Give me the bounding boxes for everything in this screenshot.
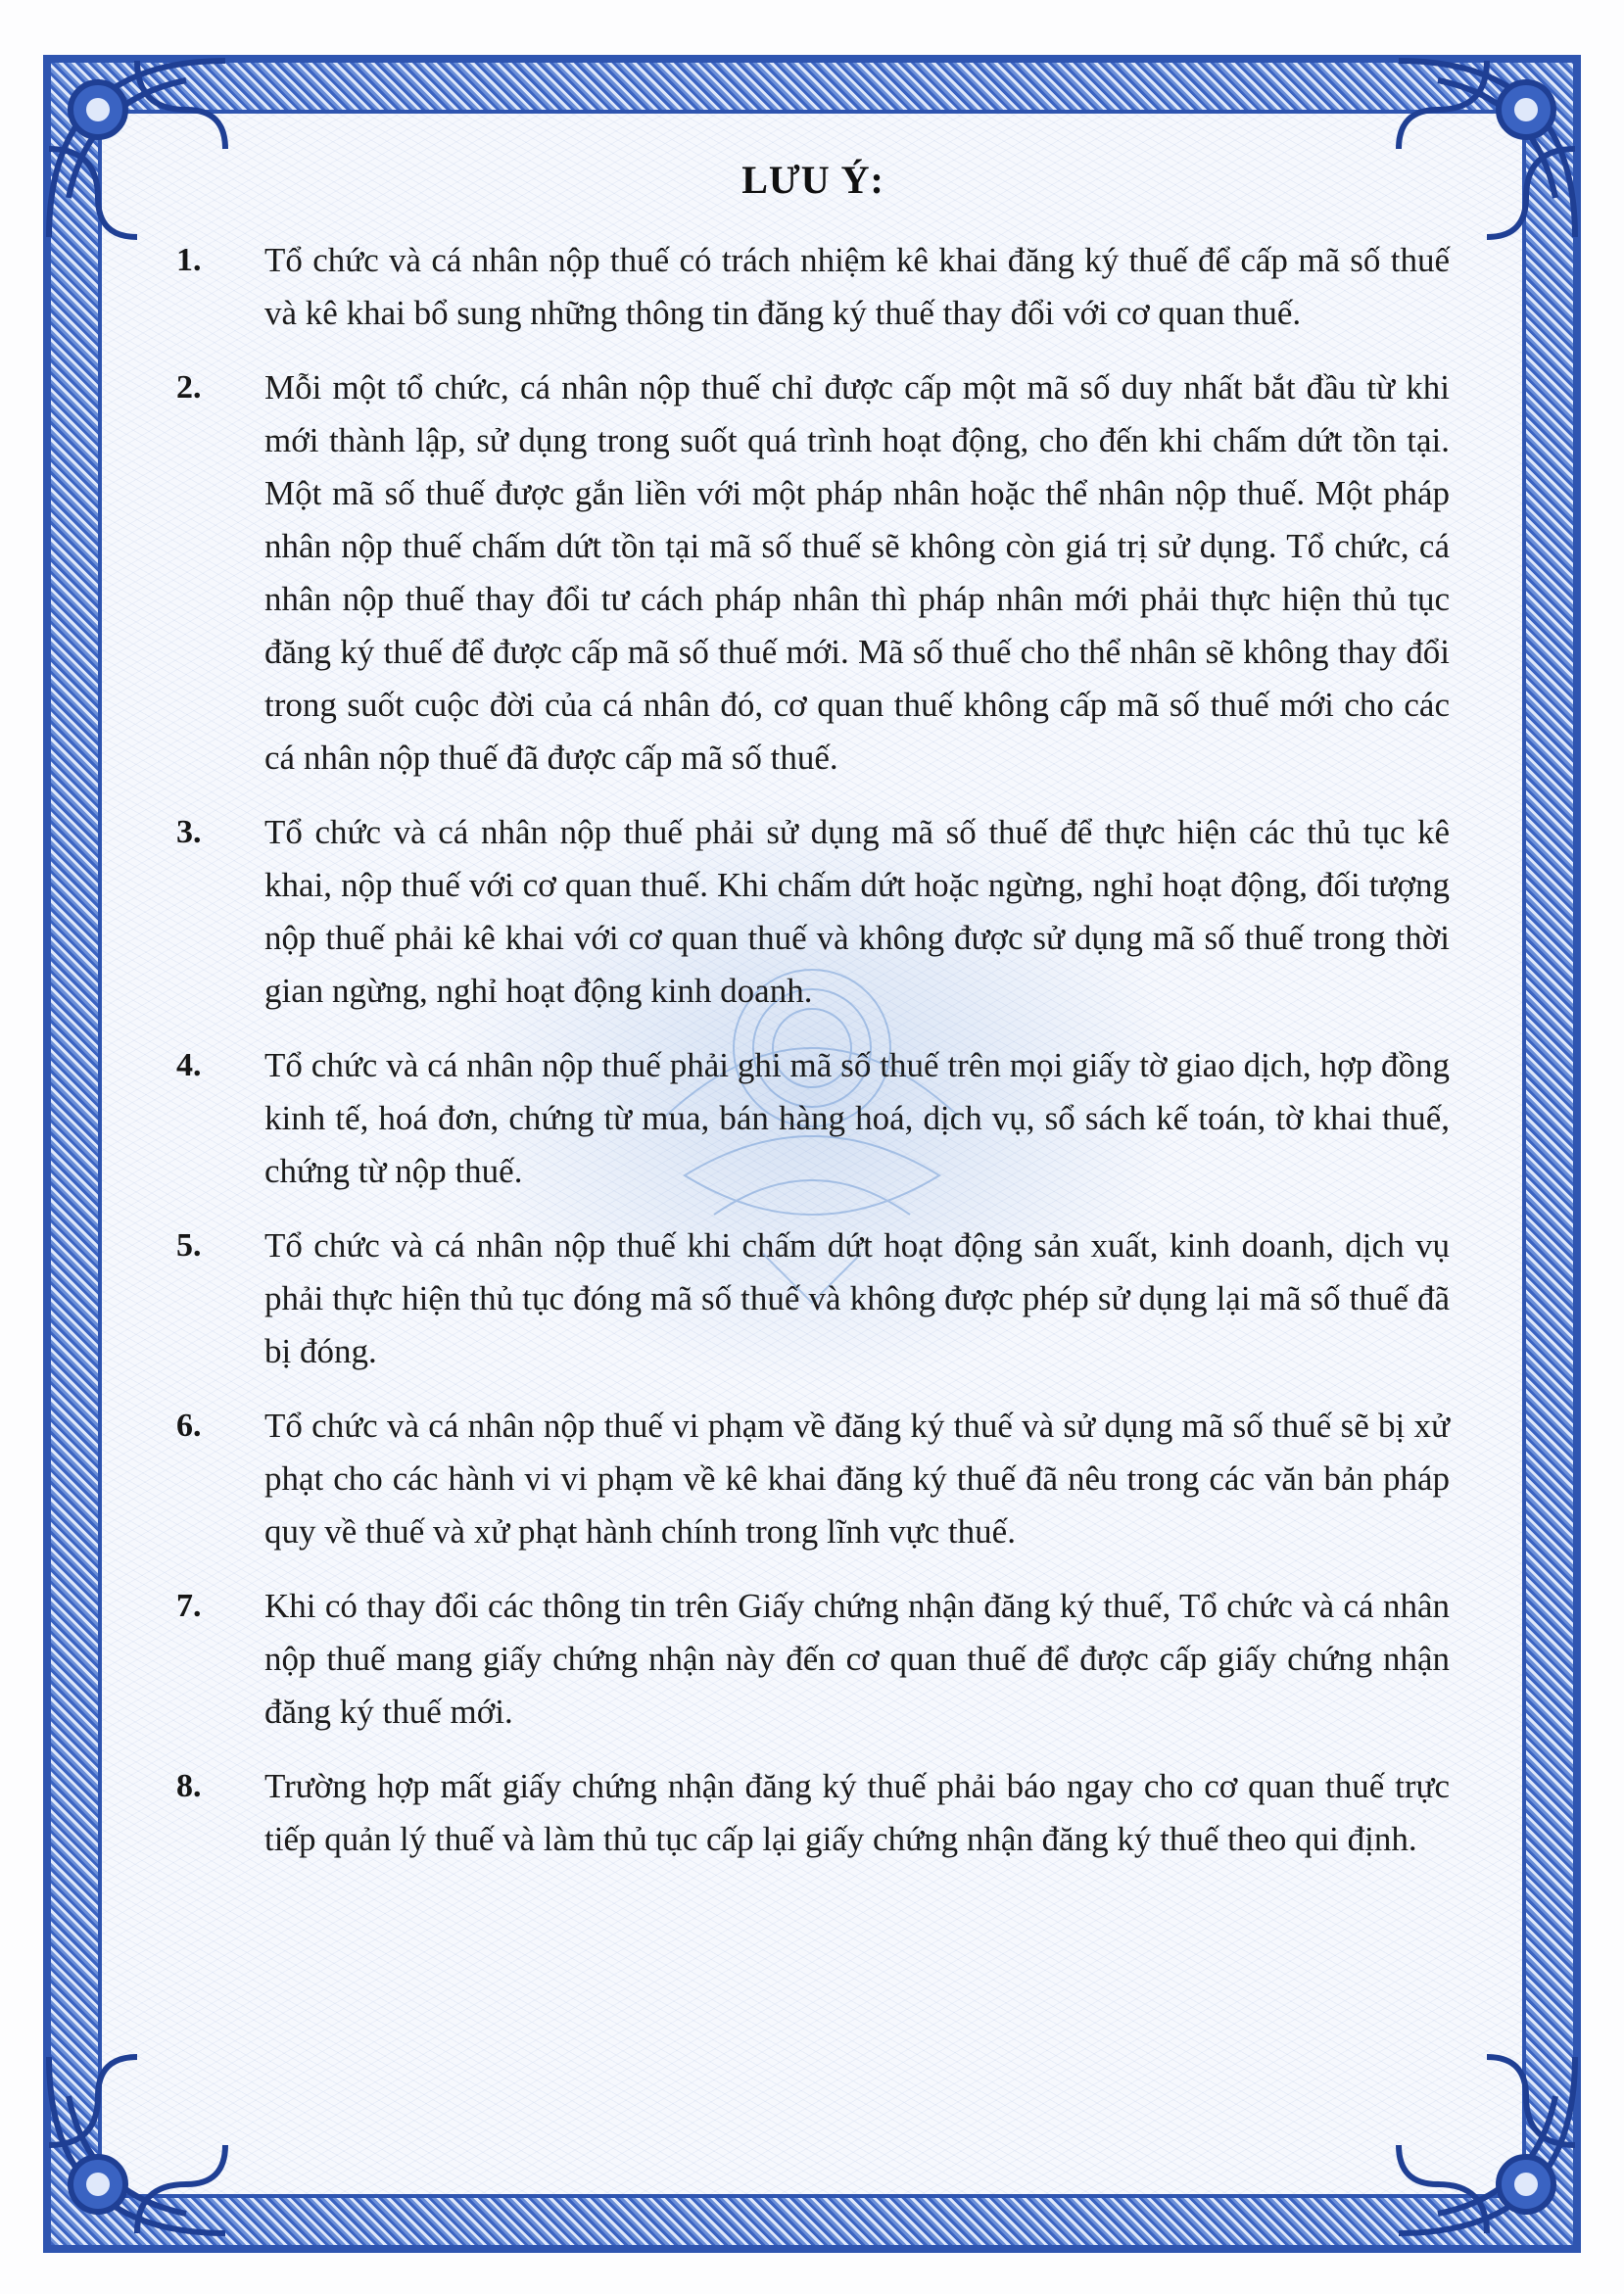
note-item xyxy=(176,1039,1450,1198)
page-title: LƯU Ý: xyxy=(741,158,884,202)
note-number: 2. xyxy=(176,369,202,406)
note-item xyxy=(176,1580,1450,1739)
note-text: Tổ chức và cá nhân nộp thuế khi chấm dứt hoạt động sản xuất, kinh doanh, dịch vụ phải thực hiện thủ tục đóng mã số thuế và không được phép sử dụng lại mã số thuế đã bị đóng. xyxy=(264,1226,1450,1370)
note-number: 1. xyxy=(176,242,202,278)
note-item xyxy=(176,234,1450,340)
note-number: 4. xyxy=(176,1047,202,1083)
corner-ornament-icon xyxy=(29,2028,255,2253)
note-item xyxy=(176,1400,1450,1558)
note-number: 6. xyxy=(176,1408,202,1444)
note-number: 7. xyxy=(176,1588,202,1624)
note-item xyxy=(176,361,1450,785)
note-number: 8. xyxy=(176,1768,202,1804)
notes-content xyxy=(176,157,1450,1888)
note-text: Tổ chức và cá nhân nộp thuế phải ghi mã số thuế trên mọi giấy tờ giao dịch, hợp đồng kinh tế, hoá đơn, chứng từ mua, bán hàng hoá, dịch vụ, sổ sách kế toán, tờ khai thuế, chứng từ nộp thuế. xyxy=(264,1046,1450,1190)
note-item xyxy=(176,806,1450,1018)
note-text: Mỗi một tổ chức, cá nhân nộp thuế chỉ được cấp một mã số duy nhất bắt đầu từ khi mới thành lập, sử dụng trong suốt quá trình hoạt động, cho đến khi chấm dứt tồn tại. Một mã số thuế được gắn liền với một pháp nhân hoặc thể nhân nộp thuế. Một pháp nhân nộp thuế chấm dứt tồn tại mã số thuế sẽ không còn giá trị sử dụng. Tổ chức, cá nhân nộp thuế thay đổi tư cách pháp nhân thì pháp nhân mới phải thực hiện thủ tục đăng ký thuế để được cấp mã số thuế mới. Mã số thuế cho thể nhân sẽ không thay đổi trong suốt cuộc đời của cá nhân đó, cơ quan thuế không cấp mã số thuế mới cho các cá nhân nộp thuế đã được cấp mã số thuế. xyxy=(264,368,1450,777)
note-text: Khi có thay đổi các thông tin trên Giấy chứng nhận đăng ký thuế, Tổ chức và cá nhân nộp thuế mang giấy chứng nhận này đến cơ quan thuế để được cấp giấy chứng nhận đăng ký thuế mới. xyxy=(264,1587,1450,1731)
corner-ornament-icon xyxy=(1369,2028,1595,2253)
note-text: Trường hợp mất giấy chứng nhận đăng ký thuế phải báo ngay cho cơ quan thuế trực tiếp quản lý thuế và làm thủ tục cấp lại giấy chứng nhận đăng ký thuế theo qui định. xyxy=(264,1767,1450,1858)
note-item xyxy=(176,1219,1450,1378)
note-item xyxy=(176,1760,1450,1866)
note-text: Tổ chức và cá nhân nộp thuế có trách nhiệm kê khai đăng ký thuế để cấp mã số thuế và kê khai bổ sung những thông tin đăng ký thuế thay đổi với cơ quan thuế. xyxy=(264,241,1450,332)
note-text: Tổ chức và cá nhân nộp thuế phải sử dụng mã số thuế để thực hiện các thủ tục kê khai, nộp thuế với cơ quan thuế. Khi chấm dứt hoặc ngừng, nghỉ hoạt động, đối tượng nộp thuế phải kê khai với cơ quan thuế và không được sử dụng mã số thuế trong thời gian ngừng, nghỉ hoạt động kinh doanh. xyxy=(264,813,1450,1010)
note-number: 5. xyxy=(176,1227,202,1264)
note-number: 3. xyxy=(176,814,202,850)
note-text: Tổ chức và cá nhân nộp thuế vi phạm về đăng ký thuế và sử dụng mã số thuế sẽ bị xử phạt cho các hành vi vi phạm về kê khai đăng ký thuế đã nêu trong các văn bản pháp quy về thuế và xử phạt hành chính trong lĩnh vực thuế. xyxy=(264,1407,1450,1551)
